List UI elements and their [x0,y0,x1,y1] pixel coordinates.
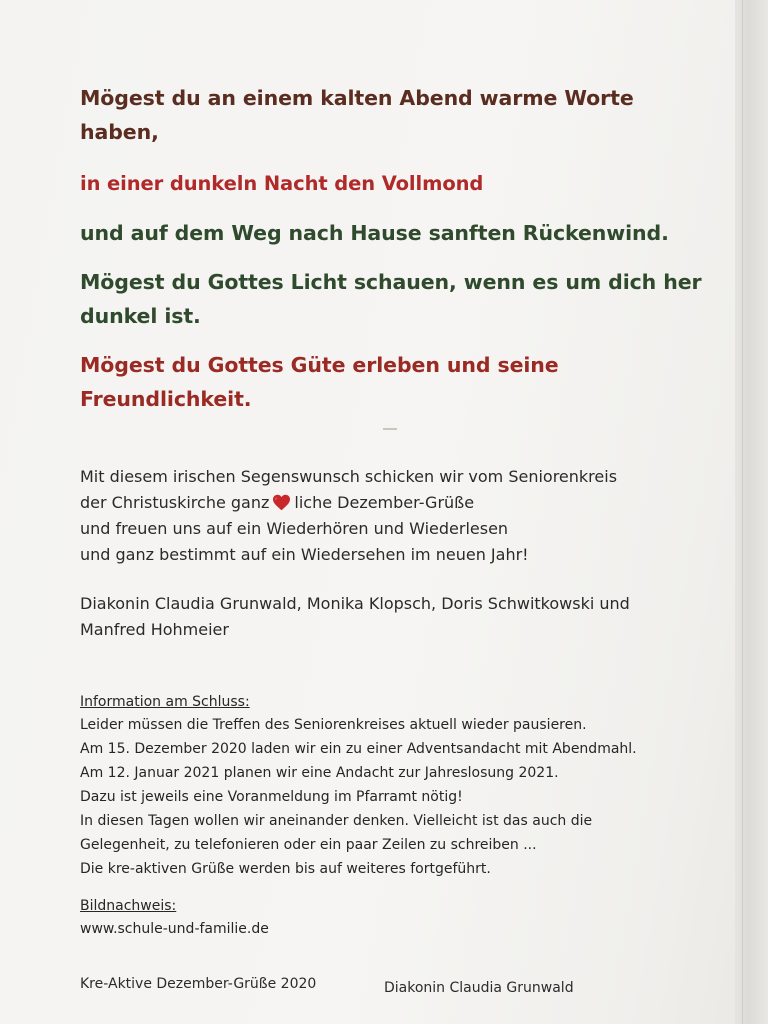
info-line-4: Dazu ist jeweils eine Voranmeldung im Pfarramt nötig! [80,789,463,805]
greeting-line-2-start: der Christuskirche ganz [80,493,270,512]
blessing-line-1: Mögest du an einem kalten Abend warme Worte [80,86,634,110]
credits-source: www.schule-und-familie.de [80,921,269,937]
greeting-line-2-end: liche Dezember-Grüße [294,493,475,512]
paper-crease [742,0,743,1024]
blessing-line-8: Freundlichkeit. [80,387,252,411]
credits-heading: Bildnachweis: [80,898,177,914]
greeting-line-2 [80,493,474,512]
info-line-2: Am 15. Dezember 2020 laden wir ein zu einer Adventsandacht mit Abendmahl. [80,741,637,757]
info-line-1: Leider müssen die Treffen des Seniorenkreises aktuell wieder pausieren. [80,717,587,733]
blessing-line-3: in einer dunkeln Nacht den Vollmond [80,172,484,195]
info-line-3: Am 12. Januar 2021 planen wir eine Andacht zur Jahreslosung 2021. [80,765,559,781]
greeting-line-4: und ganz bestimmt auf ein Wiedersehen im neuen Jahr! [80,545,529,564]
blessing-line-7: Mögest du Gottes Güte erleben und seine [80,353,559,377]
blessing-line-6: dunkel ist. [80,304,201,328]
footer-right: Diakonin Claudia Grunwald [384,980,574,996]
greeting-line-3: und freuen uns auf ein Wiederhören und Wiederlesen [80,519,509,538]
paper-mark [383,428,397,430]
greeting-line-1: Mit diesem irischen Segenswunsch schicken wir vom Seniorenkreis [80,467,618,486]
blessing-line-5: Mögest du Gottes Licht schauen, wenn es um dich her [80,270,702,294]
info-line-7: Die kre-aktiven Grüße werden bis auf weiteres fortgeführt. [80,861,491,877]
signers-line-2: Manfred Hohmeier [80,620,229,639]
blessing-line-4: und auf dem Weg nach Hause sanften Rückenwind. [80,221,669,245]
paper-fold [735,0,768,1024]
blessing-line-2: haben, [80,120,159,144]
signers-line-1: Diakonin Claudia Grunwald, Monika Klopsch, Doris Schwitkowski und [80,594,630,613]
info-line-6: Gelegenheit, zu telefonieren oder ein paar Zeilen zu schreiben ... [80,837,537,853]
info-heading: Information am Schluss: [80,694,250,710]
footer-left: Kre-Aktive Dezember-Grüße 2020 [80,976,317,992]
heart-icon [272,494,291,511]
info-line-5: In diesen Tagen wollen wir aneinander denken. Vielleicht ist das auch die [80,813,593,829]
